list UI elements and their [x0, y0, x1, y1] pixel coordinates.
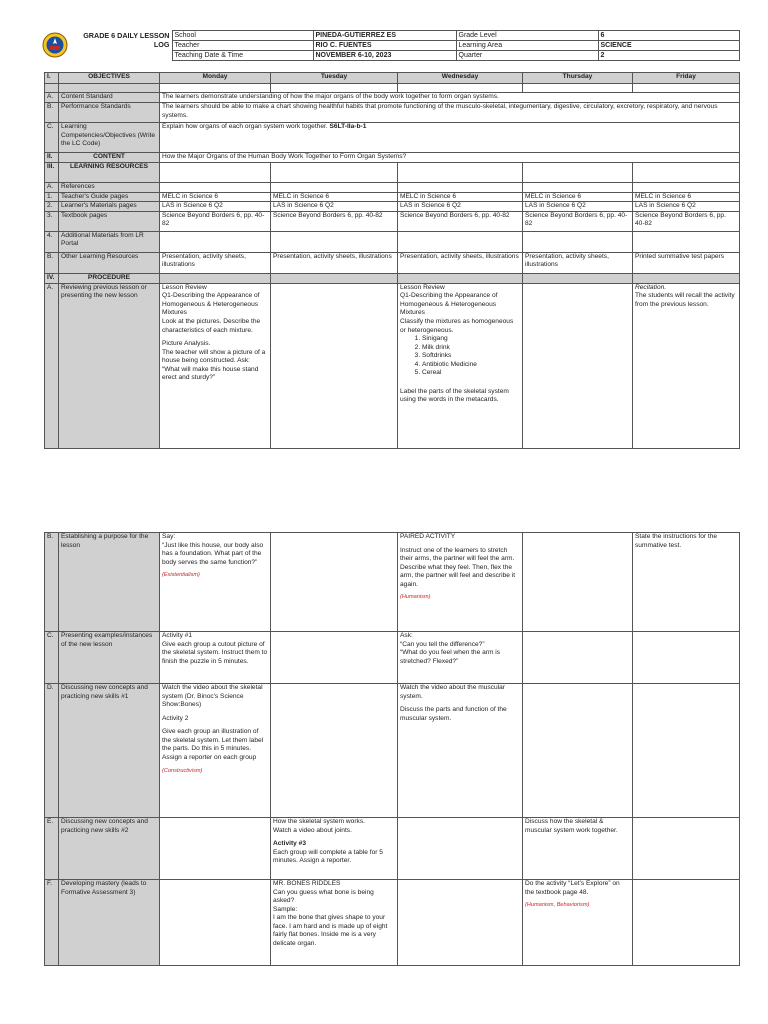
row-num: B. — [45, 533, 59, 632]
content-standard-row — [45, 93, 740, 103]
other-resources-row — [45, 252, 740, 273]
olr-thu: Presentation, activity sheets, illustrations — [523, 252, 633, 273]
day-tuesday: Tuesday — [271, 73, 398, 84]
discussing2-thu: Discuss how the skeletal & muscular system work together. — [523, 818, 633, 880]
review-fri-text: The students will recall the activity from the previous lesson. — [635, 292, 735, 308]
review-wed-text2: Label the parts of the skeletal system using the words in the metacards. — [400, 387, 509, 404]
school-value: PINEDA-GUTIERREZ ES — [313, 31, 456, 41]
mastery-tue: MR. BONES RIDDLES Can you guess what bone is being asked? Sample: I am the bone that gives shape to your face. I am hard and is made up of eight fairly flat bones. Inside me is a very delicate organ. — [271, 880, 398, 966]
row-label: Discussing new concepts and practicing new skills #1 — [59, 684, 160, 818]
purpose-wed-text: Instruct one of the learners to stretch their arms, the partner will feel the arm. Describe what they feel. Then, flex the arm, the partner will feel and describe it again. — [400, 546, 516, 588]
olr-fri: Printed summative test papers — [633, 252, 740, 273]
row-label: Developing mastery (leads to Formative Assessment 3) — [59, 880, 160, 966]
learning-resources-heading: LEARNING RESOURCES — [59, 163, 160, 183]
review-mon-text1: Lesson Review Q1-Describing the Appearance of Homogeneous & Heterogeneous Mixtures Look at the pictures. Describe the characteristics of each mixture. — [162, 283, 261, 334]
competency: Explain how organs of each organ system work together. — [162, 123, 328, 130]
discussing1-wed-text2: Discuss the parts and function of the muscular system. — [400, 706, 507, 722]
dll-title — [30, 31, 172, 61]
row-label: References — [59, 183, 160, 193]
olr-tue: Presentation, activity sheets, illustrations — [271, 252, 398, 273]
tg-wed: MELC in Science 6 — [398, 192, 523, 202]
row-label: Reviewing previous lesson or presenting the new lesson — [59, 283, 160, 448]
row-label: Discussing new concepts and practicing new skills #2 — [59, 818, 160, 880]
row-num: C. — [45, 123, 59, 153]
philosophy-tag: (Humanism) — [400, 594, 431, 601]
textbook-pages-row — [45, 211, 740, 231]
row-label: Content Standard — [59, 93, 160, 103]
row-num: A. — [45, 93, 59, 103]
row-label: Learner's Materials pages — [59, 202, 160, 212]
procedure-heading-row — [45, 273, 740, 283]
discussing1-wed-text1: Watch the video about the muscular system. — [400, 684, 505, 700]
tg-fri: MELC in Science 6 — [633, 192, 740, 202]
row-label: Establishing a purpose for the lesson — [59, 533, 160, 632]
review-wed-text1: Lesson Review Q1-Describing the Appearance of Homogeneous & Heterogeneous Mixtures Classify the mixtures as homogeneous or heterogeneous. — [400, 283, 514, 334]
row-num: F. — [45, 880, 59, 966]
purpose-wed-title: PAIRED ACTIVITY — [400, 533, 456, 540]
tg-thu: MELC in Science 6 — [523, 192, 633, 202]
list-item: 4. Antibiotic Medicine — [422, 361, 520, 370]
row-label: Learning Competencies/Objectives (Write the LC Code) — [59, 123, 160, 153]
review-wed — [398, 283, 523, 448]
tb-wed: Science Beyond Borders 6, pp. 40-82 — [398, 211, 523, 231]
date-label: Teaching Date & Time — [172, 51, 313, 61]
additional-materials-row — [45, 231, 740, 252]
review-mon-text2: Picture Analysis. The teacher will show a picture of a house being constructed. Ask: “What will make this house stand erect and sturdy?” — [162, 340, 266, 382]
row-num: 4. — [45, 231, 59, 252]
tg-pages-row — [45, 192, 740, 202]
review-fri — [633, 283, 740, 448]
date-value: NOVEMBER 6-10, 2023 — [313, 51, 456, 61]
presenting-mon: Activity #1 Give each group a cutout picture of the skeletal system. Instruct them to finish the puzzle in 5 minutes. — [160, 632, 271, 684]
lm-fri: LAS in Science 6 Q2 — [633, 202, 740, 212]
quarter-value: 2 — [598, 51, 739, 61]
grade-label: Grade Level — [456, 31, 598, 41]
lm-pages-row — [45, 202, 740, 212]
tg-tue: MELC in Science 6 — [271, 192, 398, 202]
mixtures-list — [400, 335, 520, 378]
purpose-wed — [398, 533, 523, 632]
row-num: 1. — [45, 192, 59, 202]
day-thursday: Thursday — [523, 73, 633, 84]
references-row — [45, 183, 740, 193]
discussing1-row — [45, 684, 740, 818]
presenting-wed: Ask: “Can you tell the difference?” “What do you feel when the arm is stretched? Flexed?” — [398, 632, 523, 684]
discussing1-mon-activity: Activity 2 — [162, 714, 189, 722]
competencies-row — [45, 123, 740, 153]
discussing1-wed — [398, 684, 523, 818]
philosophy-tag: (Constructivism) — [162, 767, 203, 774]
review-fri-title: Recitation. — [635, 283, 667, 291]
tb-tue: Science Beyond Borders 6, pp. 40-82 — [271, 211, 398, 231]
row-num: C. — [45, 632, 59, 684]
activity-3-title: Activity #3 — [273, 840, 306, 848]
purpose-fri: State the instructions for the summative test. — [633, 533, 740, 632]
discussing2-tue — [271, 818, 398, 880]
section-num: IV. — [45, 273, 59, 283]
row-label: Additional Materials from LR Portal — [59, 231, 160, 252]
dll-table-page1 — [44, 72, 740, 449]
review-mon — [160, 283, 271, 448]
mastery-row — [45, 880, 740, 966]
section-num: III. — [45, 163, 59, 183]
dll-table-page2 — [44, 532, 740, 966]
presenting-row — [45, 632, 740, 684]
purpose-mon-text: Say: “Just like this house, our body also has a foundation. What part of the body serves the same function?” — [162, 533, 264, 566]
discussing2-tue-text2: Each group will complete a table for 5 minutes. Assign a reporter. — [273, 848, 383, 865]
row-num: E. — [45, 818, 59, 880]
lm-wed: LAS in Science 6 Q2 — [398, 202, 523, 212]
days-header-row — [45, 73, 740, 84]
discussing2-tue-text1: How the skeletal system works. Watch a video about joints. — [273, 818, 365, 834]
row-label: Teacher's Guide pages — [59, 192, 160, 202]
content-text: How the Major Organs of the Human Body Work Together to Form Organ Systems? — [160, 153, 740, 163]
row-num: D. — [45, 684, 59, 818]
day-monday: Monday — [160, 73, 271, 84]
performance-standards-row — [45, 103, 740, 123]
list-item: 5. Cereal — [422, 369, 520, 378]
competencies-text — [160, 123, 740, 153]
content-standard-text: The learners demonstrate understanding of how the major organs of the body work together to form organ systems. — [160, 93, 740, 103]
teacher-label: Teacher — [172, 41, 313, 51]
discussing1-mon-text1: Watch the video about the skeletal system (Dr. Binoc's Science Show:Bones) — [162, 684, 263, 709]
row-num: 2. — [45, 202, 59, 212]
row-label: Textbook pages — [59, 211, 160, 231]
philosophy-tag: (Humanism, Behaviorism) — [525, 902, 590, 909]
grade-value: 6 — [598, 31, 739, 41]
lm-tue: LAS in Science 6 Q2 — [271, 202, 398, 212]
row-num: A. — [45, 283, 59, 448]
title-line2: LOG — [153, 39, 170, 49]
row-label: Performance Standards — [59, 103, 160, 123]
mastery-thu — [523, 880, 633, 966]
purpose-row — [45, 533, 740, 632]
content-heading: CONTENT — [59, 153, 160, 163]
procedure-heading: PROCEDURE — [59, 273, 160, 283]
discussing1-mon — [160, 684, 271, 818]
area-label: Learning Area — [456, 41, 598, 51]
mastery-thu-text: Do the activity “Let's Explore” on the textbook page 48. — [525, 880, 620, 896]
performance-standards-text: The learners should be able to make a chart showing healthful habits that promote functioning of the musculo-skeletal, integumentary, digestive, circulatory, excretory, respiratory, and nervous systems. — [160, 103, 740, 123]
title-line1: GRADE 6 DAILY LESSON — [83, 30, 170, 40]
day-wednesday: Wednesday — [398, 73, 523, 84]
teacher-value: RIO C. FUENTES — [313, 41, 456, 51]
section-num: I. — [45, 73, 59, 84]
spacer-row — [45, 84, 740, 93]
area-value: SCIENCE — [598, 41, 739, 51]
lc-code: S6LT-IIa-b-1 — [329, 123, 367, 130]
learning-resources-row — [45, 163, 740, 183]
row-num: A. — [45, 183, 59, 193]
list-item: 1. Sinigang — [422, 335, 520, 344]
objectives-heading: OBJECTIVES — [59, 73, 160, 84]
row-num: B. — [45, 252, 59, 273]
olr-mon: Presentation, activity sheets, illustrations — [160, 252, 271, 273]
tb-mon: Science Beyond Borders 6, pp. 40-82 — [160, 211, 271, 231]
quarter-label: Quarter — [456, 51, 598, 61]
tb-thu: Science Beyond Borders 6, pp. 40-82 — [523, 211, 633, 231]
row-num: 3. — [45, 211, 59, 231]
school-label: School — [172, 31, 313, 41]
row-num: B. — [45, 103, 59, 123]
row-label: Presenting examples/instances of the new lesson — [59, 632, 160, 684]
content-row — [45, 153, 740, 163]
section-num: II. — [45, 153, 59, 163]
day-friday: Friday — [633, 73, 740, 84]
header-table — [30, 30, 740, 61]
philosophy-tag: (Existentialism) — [162, 572, 200, 579]
discussing1-mon-text2: Give each group an illustration of the skeletal system. Let them label the parts. Do this in 5 minutes. Assign a reporter on each group — [162, 728, 264, 761]
lm-mon: LAS in Science 6 Q2 — [160, 202, 271, 212]
row-label: Other Learning Resources — [59, 252, 160, 273]
purpose-mon — [160, 533, 271, 632]
list-item: 3. Softdrinks — [422, 352, 520, 361]
olr-wed: Presentation, activity sheets, illustrations — [398, 252, 523, 273]
lm-thu: LAS in Science 6 Q2 — [523, 202, 633, 212]
tg-mon: MELC in Science 6 — [160, 192, 271, 202]
list-item: 2. Milk drink — [422, 344, 520, 353]
review-lesson-row — [45, 283, 740, 448]
tb-fri: Science Beyond Borders 6, pp. 40-82 — [633, 211, 740, 231]
discussing2-row — [45, 818, 740, 880]
